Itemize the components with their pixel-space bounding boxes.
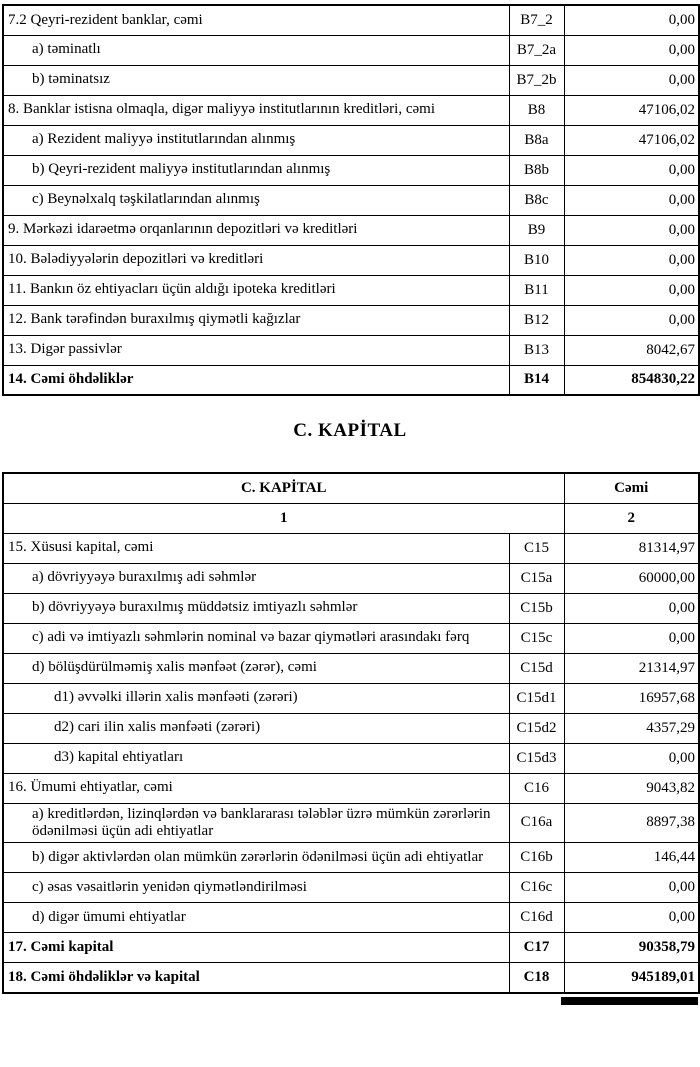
row-label: d) digər ümumi ehtiyatlar: [3, 903, 509, 933]
row-label: b) dövriyyəyə buraxılmış müddətsiz imtiyazlı səhmlər: [3, 593, 509, 623]
row-value: 854830,22: [564, 365, 699, 395]
row-value: 0,00: [564, 65, 699, 95]
row-value: 9043,82: [564, 773, 699, 803]
row-label: 8. Banklar istisna olmaqla, digər maliyyə institutlarının kreditləri, cəmi: [3, 95, 509, 125]
row-code: C17: [509, 933, 564, 963]
row-label: b) təminatsız: [3, 65, 509, 95]
row-value: 0,00: [564, 245, 699, 275]
row-value: 0,00: [564, 305, 699, 335]
row-label: c) adi və imtiyazlı səhmlərin nominal və bazar qiymətləri arasındakı fərq: [3, 623, 509, 653]
row-code: B8b: [509, 155, 564, 185]
row-code: B8: [509, 95, 564, 125]
row-label: a) Rezident maliyyə institutlarından alınmış: [3, 125, 509, 155]
row-label: d3) kapital ehtiyatları: [3, 743, 509, 773]
row-label: d) bölüşdürülməmiş xalis mənfəət (zərər), cəmi: [3, 653, 509, 683]
table-row: [3, 335, 699, 365]
row-label: d2) cari ilin xalis mənfəəti (zərəri): [3, 713, 509, 743]
table-row-total-liabilities-and-capital: [3, 963, 699, 993]
row-label: 18. Cəmi öhdəliklər və kapital: [3, 963, 509, 993]
row-code: B7_2b: [509, 65, 564, 95]
row-value: 8042,67: [564, 335, 699, 365]
row-code: C16: [509, 773, 564, 803]
table-row: [3, 533, 699, 563]
row-code: B10: [509, 245, 564, 275]
row-label: a) dövriyyəyə buraxılmış adi səhmlər: [3, 563, 509, 593]
row-value: 0,00: [564, 873, 699, 903]
row-value: 47106,02: [564, 95, 699, 125]
row-code: B11: [509, 275, 564, 305]
column-number-1: 1: [3, 503, 564, 533]
row-label: a) təminatlı: [3, 35, 509, 65]
table-row: [3, 903, 699, 933]
section-heading-capital: C. KAPİTAL: [293, 420, 407, 441]
capital-value-header: Cəmi: [564, 473, 699, 503]
table-row: [3, 35, 699, 65]
capital-table: [2, 472, 700, 994]
row-value: 945189,01: [564, 963, 699, 993]
table-row: [3, 803, 699, 843]
row-value: 0,00: [564, 623, 699, 653]
liabilities-table: [2, 4, 700, 396]
row-value: 0,00: [564, 35, 699, 65]
row-code: B8c: [509, 185, 564, 215]
row-label: 13. Digər passivlər: [3, 335, 509, 365]
row-value: 4357,29: [564, 713, 699, 743]
table-row: [3, 563, 699, 593]
table-row: [3, 653, 699, 683]
row-code: C15d2: [509, 713, 564, 743]
table-row: [3, 5, 699, 35]
row-code: B7_2a: [509, 35, 564, 65]
row-label: b) digər aktivlərdən olan mümkün zərərlərin ödənilməsi üçün adi ehtiyatlar: [3, 843, 509, 873]
row-value: 146,44: [564, 843, 699, 873]
row-value: 0,00: [564, 185, 699, 215]
row-code: B9: [509, 215, 564, 245]
table-row: [3, 305, 699, 335]
table-row: [3, 743, 699, 773]
row-code: C15c: [509, 623, 564, 653]
table-row: [3, 95, 699, 125]
row-code: B14: [509, 365, 564, 395]
row-code: B7_2: [509, 5, 564, 35]
table-row: [3, 713, 699, 743]
table-row-total-capital: [3, 933, 699, 963]
row-code: C15: [509, 533, 564, 563]
row-value: 60000,00: [564, 563, 699, 593]
row-code: C18: [509, 963, 564, 993]
row-label: b) Qeyri-rezident maliyyə institutlarından alınmış: [3, 155, 509, 185]
row-label: 12. Bank tərəfindən buraxılmış qiymətli kağızlar: [3, 305, 509, 335]
capital-table-title: C. KAPİTAL: [3, 473, 564, 503]
row-value: 90358,79: [564, 933, 699, 963]
table-row: [3, 773, 699, 803]
page-cutoff-bar: [561, 997, 698, 1005]
row-code: C15d1: [509, 683, 564, 713]
table-row: [3, 65, 699, 95]
row-label: a) kreditlərdən, lizinqlərdən və banklararası tələblər üzrə mümkün zərərlərin ödənilməsi üçün adi ehtiyatlar: [3, 803, 509, 843]
row-code: C16d: [509, 903, 564, 933]
row-value: 21314,97: [564, 653, 699, 683]
table-row: [3, 125, 699, 155]
row-label: d1) əvvəlki illərin xalis mənfəəti (zərəri): [3, 683, 509, 713]
row-value: 0,00: [564, 903, 699, 933]
row-code: C15d: [509, 653, 564, 683]
row-label: 11. Bankın öz ehtiyacları üçün aldığı ipoteka kreditləri: [3, 275, 509, 305]
column-number-2: 2: [564, 503, 699, 533]
table-row-total-liabilities: [3, 365, 699, 395]
row-label: 15. Xüsusi kapital, cəmi: [3, 533, 509, 563]
row-code: B13: [509, 335, 564, 365]
row-code: C15a: [509, 563, 564, 593]
row-value: 81314,97: [564, 533, 699, 563]
row-value: 0,00: [564, 593, 699, 623]
table-header-row: [3, 473, 699, 503]
column-number-row: [3, 503, 699, 533]
row-label: c) əsas vəsaitlərin yenidən qiymətləndirilməsi: [3, 873, 509, 903]
row-value: 0,00: [564, 215, 699, 245]
row-code: C16c: [509, 873, 564, 903]
row-value: 16957,68: [564, 683, 699, 713]
row-label: 16. Ümumi ehtiyatlar, cəmi: [3, 773, 509, 803]
row-label: 9. Mərkəzi idarəetmə orqanlarının depozitləri və kreditləri: [3, 215, 509, 245]
row-value: 8897,38: [564, 803, 699, 843]
table-row: [3, 873, 699, 903]
table-row: [3, 185, 699, 215]
row-code: C16b: [509, 843, 564, 873]
row-code: B8a: [509, 125, 564, 155]
table-row: [3, 275, 699, 305]
row-code: C15b: [509, 593, 564, 623]
row-value: 0,00: [564, 5, 699, 35]
row-label: c) Beynəlxalq təşkilatlarından alınmış: [3, 185, 509, 215]
table-row: [3, 155, 699, 185]
row-code: B12: [509, 305, 564, 335]
row-value: 0,00: [564, 275, 699, 305]
table-row: [3, 843, 699, 873]
table-row: [3, 215, 699, 245]
row-label: 10. Bələdiyyələrin depozitləri və kreditləri: [3, 245, 509, 275]
table-row: [3, 245, 699, 275]
row-value: 47106,02: [564, 125, 699, 155]
table-row: [3, 683, 699, 713]
row-value: 0,00: [564, 743, 699, 773]
row-code: C16a: [509, 803, 564, 843]
row-value: 0,00: [564, 155, 699, 185]
row-label: 17. Cəmi kapital: [3, 933, 509, 963]
row-code: C15d3: [509, 743, 564, 773]
row-label: 7.2 Qeyri-rezident banklar, cəmi: [3, 5, 509, 35]
row-label: 14. Cəmi öhdəliklər: [3, 365, 509, 395]
table-row: [3, 593, 699, 623]
table-row: [3, 623, 699, 653]
